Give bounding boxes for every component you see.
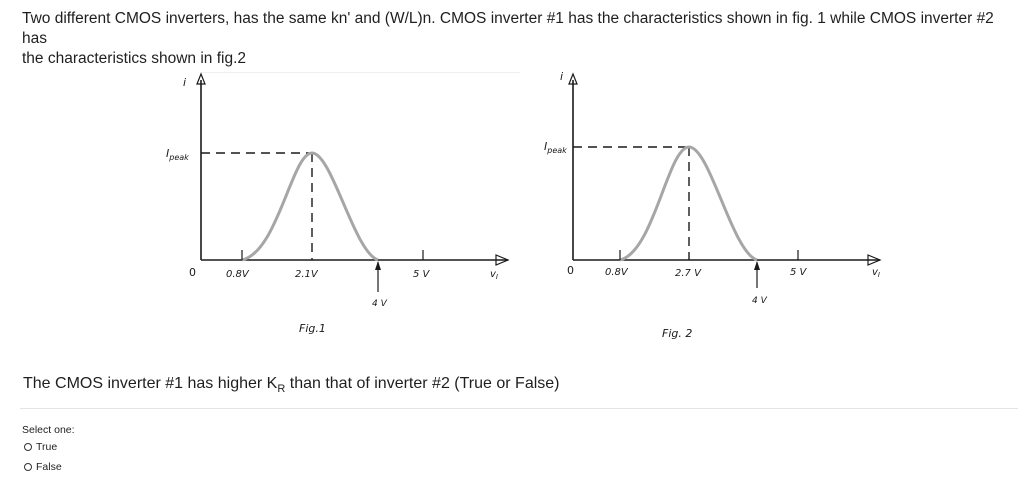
arrow-4v-head <box>754 261 760 270</box>
question-line-2: the characteristics shown in fig.2 <box>22 50 246 67</box>
radio-false[interactable] <box>24 463 32 471</box>
x-axis-label-main: v <box>490 269 496 280</box>
select-one-label: Select one: <box>22 424 75 436</box>
y-axis-label: i <box>183 76 187 89</box>
question-line-1: Two different CMOS inverters, has the same kn' and (W/L)n. CMOS inverter #1 has the characteristics shown in fig. 1 while CMOS inverter #2 has <box>22 10 994 47</box>
tick-label-vdd: 5 V <box>413 269 430 280</box>
divider <box>20 408 1018 409</box>
origin-label: 0 <box>189 266 196 279</box>
x-axis-label-sub: I <box>877 271 880 279</box>
current-curve <box>242 153 378 260</box>
radio-true[interactable] <box>24 443 32 451</box>
figure-2 <box>522 60 902 350</box>
tick-label-peak: 2.7 V <box>675 268 701 279</box>
figure-1 <box>150 60 530 350</box>
figure-caption: Fig. 2 <box>662 327 693 340</box>
option-true-label: True <box>36 441 58 453</box>
peak-label-sub: peak <box>169 153 189 162</box>
peak-label <box>166 147 189 162</box>
option-false-label: False <box>36 461 62 473</box>
figure-caption: Fig.1 <box>299 322 326 335</box>
peak-label-main: I <box>166 147 170 160</box>
origin-label: 0 <box>567 264 574 277</box>
x-axis-label <box>872 267 880 279</box>
arrow-4v-head <box>375 261 381 270</box>
tick-label-vdd: 5 V <box>790 267 807 278</box>
statement-sub: R <box>277 383 286 396</box>
peak-label-main: I <box>544 140 548 153</box>
statement-after: than that of inverter #2 (True or False) <box>285 375 560 392</box>
option-false[interactable] <box>24 461 62 473</box>
statement-before: The CMOS inverter #1 has higher K <box>23 375 278 392</box>
option-true[interactable] <box>24 441 57 453</box>
arrow-4v-label: 4 V <box>372 299 387 309</box>
y-axis-label: i <box>560 70 564 83</box>
peak-label-sub: peak <box>547 146 567 155</box>
x-axis-label-main: v <box>872 267 878 278</box>
tick-label-left: 0.8V <box>226 269 249 280</box>
peak-label <box>544 140 567 155</box>
tick-label-left: 0.8V <box>605 267 628 278</box>
tick-label-peak: 2.1V <box>295 269 318 280</box>
statement-text <box>23 375 560 395</box>
arrow-4v-label: 4 V <box>752 296 767 306</box>
x-axis-label-sub: I <box>495 273 498 281</box>
x-axis-label <box>490 269 498 281</box>
